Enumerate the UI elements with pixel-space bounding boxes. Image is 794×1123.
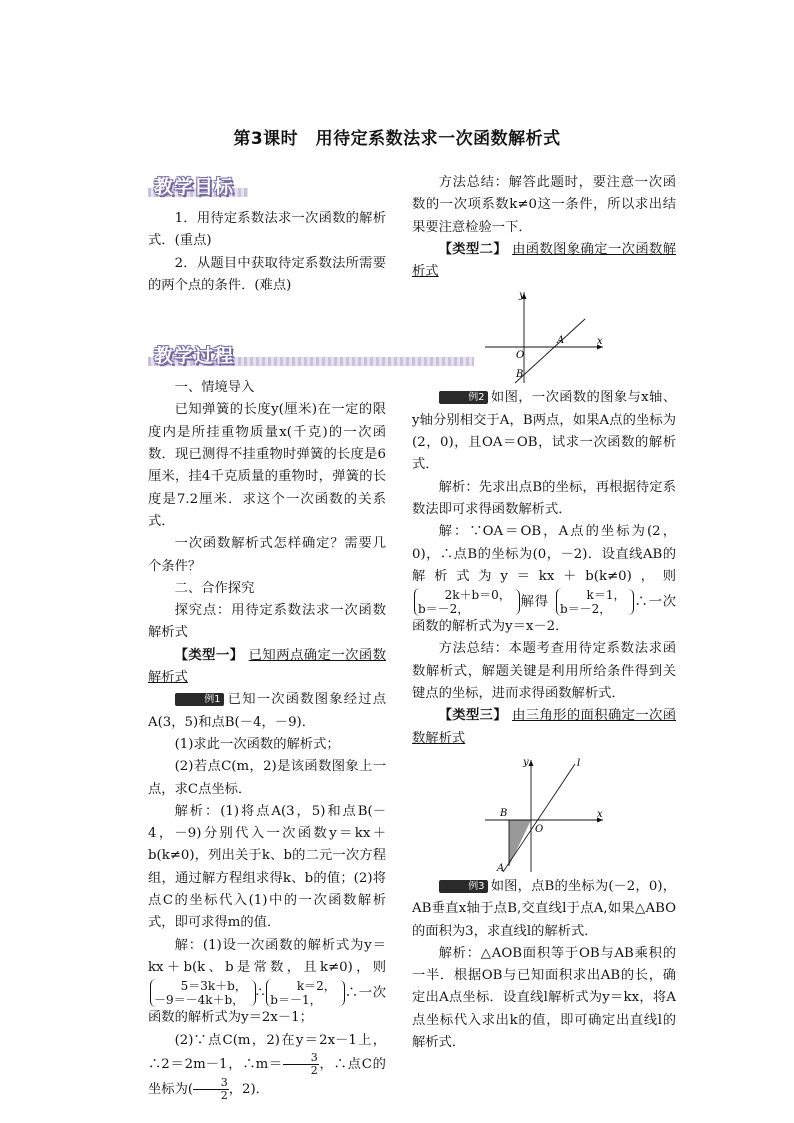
equation-system: [556, 588, 626, 616]
y-label: y: [519, 290, 525, 302]
equation-line: 2k＋b＝0，: [444, 588, 511, 603]
section-1-heading: 一、情境导入: [174, 380, 255, 396]
brace-close: [249, 980, 256, 1006]
spacer: [148, 327, 386, 345]
solution-text: ∴一次函数的解析式为y＝x－2．: [412, 594, 677, 635]
section-2-heading: 二、合作探究: [174, 580, 255, 596]
y-label: y: [523, 756, 529, 768]
type-3-title: 由三角形的面积确定一次函数解析式: [412, 708, 677, 746]
example-2-analysis: 解析：先求出点B的坐标，再根据待定系数法即可求得函数解析式．: [412, 479, 676, 517]
fraction: [283, 1052, 319, 1077]
figure-example-3: [479, 754, 609, 874]
equation-system: [266, 979, 336, 1007]
solution-text: 解：(1)设一次函数的解析式为y＝kx＋b(k、b是常数，且k≠0)，则: [148, 937, 386, 975]
y-axis-arrow: [529, 760, 534, 766]
goal-1: 1．用待定系数法求一次函数的解析式．(重点): [148, 211, 386, 249]
equation-line: b＝－1，: [270, 993, 322, 1008]
equation-line: b＝－2，: [418, 602, 470, 617]
page-title: 第3课时 用待定系数法求一次函数解析式: [233, 129, 561, 149]
equation-line: －9＝－4k＋b，: [154, 993, 245, 1008]
line-l: [503, 764, 575, 872]
type-2-title: 由函数图象确定一次函数解析式: [412, 241, 677, 280]
x-label: x: [597, 336, 603, 348]
equation-line: k＝2，: [296, 979, 336, 994]
method-summary-2: 方法总结：本题考查用待定系数法求函数解析式，解题关键是利用所给条件得到关键点的坐标，进而求得函数解析式．: [412, 641, 676, 702]
left-column: [148, 176, 386, 1102]
example-3-text: 如图，点B的坐标为(－2，0)，AB垂直x轴于点B,交直线l于点A,如果△ABO的面积为3，求直线l的解析式．: [412, 878, 676, 939]
example-2: [412, 387, 676, 476]
point-b-label: B: [500, 807, 508, 819]
equation-system: [150, 979, 247, 1007]
explore-point: 探究点：用待定系数法求一次函数解析式: [148, 603, 386, 641]
goal-2: 2．从题目中获取待定系数法所需要的两个点的条件．(难点): [148, 255, 386, 293]
solution-text: ，∴点C的坐标为(: [148, 1056, 386, 1097]
solution-text: 的解析式为y＝2x－1；: [174, 1010, 313, 1026]
example-3-analysis: 解析：△AOB面积等于OB与AB乘积的一半．根据OB与已知面积求出AB的长，确定出A点坐标．设直线l解析式为y＝kx，将A点坐标代入求出k的值，即可确定出直线l的解析式．: [412, 945, 676, 1051]
banner-label: 教学目标: [154, 176, 235, 198]
example-1: [148, 689, 386, 734]
fraction-numerator: 3: [193, 1077, 229, 1090]
banner-label: 教学过程: [154, 345, 235, 368]
equation-line: k＝1，: [586, 588, 626, 603]
equation-line: 5＝3k＋b，: [180, 979, 247, 994]
solution-text: (2)∵点C(m，2)在y＝2x－1上，∴2＝2m－1，∴m＝: [148, 1032, 386, 1072]
solution-text: ，2)．: [228, 1081, 269, 1097]
example-2-solution: [412, 521, 676, 638]
solution-text: 解得: [519, 594, 549, 610]
example-1-solution-2: [148, 1030, 386, 1102]
type-1-title: 已知两点确定一次函数解析式: [148, 647, 386, 686]
method-summary-1: 方法总结：解答此题时，要注意一次函数的一次项系数k≠0这一条件，所以求出结果要注意检验一下．: [412, 175, 676, 235]
right-column: [412, 172, 676, 1054]
example-1-text: 已知一次函数图象经过点A(3，5)和点B(－4，－9)．: [148, 692, 386, 730]
therefore-symbol: ∴: [255, 985, 265, 1001]
fraction-denominator: 2: [220, 1088, 228, 1102]
example-3-badge: 例3: [439, 880, 488, 893]
origin-label: O: [516, 350, 525, 362]
point-a-label: A: [497, 862, 505, 874]
fraction: [193, 1077, 229, 1102]
origin-label: O: [535, 823, 544, 835]
type-3-heading: [412, 705, 676, 750]
brace-close: [338, 980, 345, 1006]
x-label: x: [597, 808, 603, 820]
figure-example-2: [479, 287, 609, 385]
banner-teaching-goals: [148, 176, 386, 202]
type-1-heading: [148, 645, 386, 690]
example-1-solution: [148, 935, 386, 1030]
example-1-analysis: 解析：(1)将点A(3，5)和点B(－4，－9)分别代入一次函数y＝kx＋b(k≠0)，列出关于k、b的二元一次方程组，通过解方程组求得k、b的值；(2)将点C的坐标代入(1)中的一次函数解析式，即可求得m的值．: [148, 803, 386, 931]
point-b-label: B: [516, 369, 524, 381]
function-line: [515, 319, 585, 383]
shaded-triangle: [509, 820, 531, 866]
solution-text: 解：∵OA＝OB，A点的坐标为(2，0)，∴点B的坐标为(0，－2)．设直线AB的解析式为y＝kx＋b(k≠0)，则: [412, 524, 676, 584]
example-2-badge: 例2: [439, 391, 488, 404]
example-2-text: 如图，一次函数的图象与x轴、y轴分别相交于A，B两点，如果A点的坐标为(2，0)，且OA＝OB，试求一次函数的解析式．: [412, 390, 676, 473]
fraction-denominator: 2: [310, 1063, 318, 1077]
type-1-tag: 【类型一】: [174, 647, 244, 663]
fraction-numerator: 3: [283, 1052, 319, 1065]
example-3: [412, 876, 676, 943]
equation-line: b＝－2，: [559, 602, 612, 617]
section-1-text: 已知弹簧的长度y(厘米)在一定的限度内是所挂重物质量x(千克)的一次函数．现已测得不挂重物时弹簧的长度是6厘米，挂4千克质量的重物时，弹簧的长度是7.2厘米．求这个一次函数的关系式．: [148, 402, 386, 529]
type-2-heading: [412, 239, 676, 284]
example-1-q1: (1)求此一次函数的解析式；: [174, 736, 340, 752]
point-a-label: A: [557, 335, 565, 347]
type-2-tag: 【类型二】: [438, 241, 508, 257]
section-1-question: 一次函数解析式怎样确定？需要几个条件？: [148, 536, 386, 574]
spacer: [148, 297, 386, 327]
line-l-label: l: [577, 757, 581, 769]
example-1-q2: (2)若点C(m，2)是该函数图象上一点，求C点坐标．: [148, 759, 386, 797]
equation-system: [414, 588, 511, 616]
example-1-badge: 例1: [175, 693, 224, 706]
type-3-tag: 【类型三】: [438, 708, 508, 724]
banner-teaching-process: [148, 345, 386, 371]
brace-close: [513, 589, 520, 615]
solution-text: ∴一次函数: [148, 985, 386, 1026]
